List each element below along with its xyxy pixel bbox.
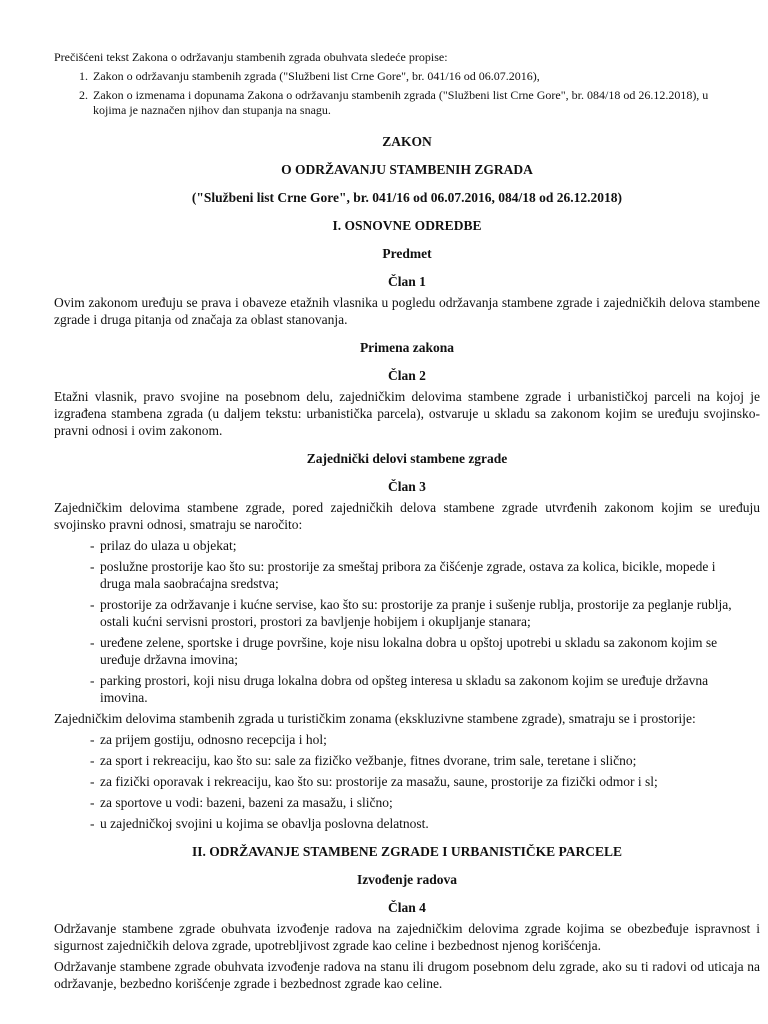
section-heading: Primena zakona [359,340,455,355]
list-item [90,731,760,748]
dash-marker: - [90,753,95,768]
consolidated-text-intro [54,50,744,118]
dash-marker: - [90,732,95,747]
list-text: poslužne prostorije kao što su: prostorije za smeštaj pribora za čišćenje zgrade, ostava za kolica, bicikle, mopede i druga mala saobraćajna sredstva; [100,559,716,591]
dash-marker: - [90,597,95,612]
list-number: 2. [79,88,88,102]
article-paragraph: Zajedničkim delovima stambenih zgrada u turističkim zonama (ekskluzivne stambene zgrade), smatraju se i prostorije: [54,711,696,726]
article-paragraph: Održavanje stambene zgrade obuhvata izvođenje radova na stanu ili drugom posebnom delu zgrade, ako su ti radovi od uticaja na održavanje, bezbedno korišćenje zgrade i bezbednost zgrade kao celine. [54,959,760,991]
list-text: Zakon o izmenama i dopunama Zakona o održavanju stambenih zgrada ("Službeni list Crne Gore", br. 084/18 od 26.12.2018), u kojima je naznačen njihov dan stupanja na snagu. [93,88,709,117]
list-number: 1. [79,69,88,83]
dash-marker: - [90,538,95,553]
dash-marker: - [90,816,95,831]
intro-list-item [54,88,744,118]
dash-marker: - [90,635,95,650]
list-text: parking prostori, koji nisu druga lokalna dobra od opšteg interesa u skladu sa zakonom kojim se uređuje državna imovina. [100,673,709,705]
article-paragraph: Održavanje stambene zgrade obuhvata izvođenje radova na zajedničkim delovima zgrade kojima se obezbeđuje ispravnost i sigurnost zajedničkih delova zgrade, upotrebljivost zgrade kao celine i bezbednost njenog korišćenja. [54,921,760,953]
list-text: za fizički oporavak i rekreaciju, kao što su: prostorije za masažu, saune, prostorije za fizički odmor i sl; [100,774,658,789]
dash-marker: - [90,795,95,810]
list-item [90,794,760,811]
intro-list [54,69,744,118]
list-item [90,634,760,668]
law-title: O ODRŽAVANJU STAMBENIH ZGRADA [281,162,533,177]
part-title: I. OSNOVNE ODREDBE [332,218,482,233]
article-paragraph: Zajedničkim delovima stambene zgrade, pored zajedničkih delova stambene zgrade utvrđenih zakonom kojim se uređuju svojinsko pravni odnosi, smatraju se naročito: [54,500,760,532]
section-heading: Zajednički delovi stambene zgrade [306,451,508,466]
list-text: uređene zelene, sportske i druge površine, koje nisu lokalna dobra u opštoj upotrebi u skladu sa zakonom kojim se uređuje državna imovina; [100,635,718,667]
dash-list [54,731,760,832]
law-body [54,130,760,992]
section-heading: Izvođenje radova [356,872,458,887]
list-text: za sportove u vodi: bazeni, bazeni za masažu, i slično; [100,795,393,810]
intro-text: Prečišćeni tekst Zakona o održavanju stambenih zgrada obuhvata sledeće propise: [54,50,448,64]
article-heading: Član 3 [388,479,426,494]
intro-list-item [54,69,744,84]
dash-list [54,537,760,706]
dash-marker: - [90,673,95,688]
list-text: prostorije za održavanje i kućne servise, kao što su: prostorije za pranje i sušenje rublja, prostorije za peglanje rublja, ostali kućni servisni prostori, prostori za bavljenje hobijem i okupljanje stanara; [100,597,732,629]
section-heading: Predmet [382,246,432,261]
list-text: za sport i rekreaciju, kao što su: sale za fizičko vežbanje, fitnes dvorane, trim sale, teretane i slično; [100,753,637,768]
article-heading: Član 2 [388,368,426,383]
article-heading: Član 4 [388,900,426,915]
list-item [90,773,760,790]
part-title: II. ODRŽAVANJE STAMBENE ZGRADE I URBANISTIČKE PARCELE [192,844,622,859]
list-item [90,558,760,592]
article-paragraph: Ovim zakonom uređuju se prava i obaveze etažnih vlasnika u pogledu održavanja stambene zgrade i zajedničkih delova stambene zgrade i druga pitanja od značaja za oblast stanovanja. [54,295,760,327]
list-item [90,815,760,832]
list-text: u zajedničkoj svojini u kojima se obavlja poslovna delatnost. [100,816,429,831]
article-heading: Član 1 [388,274,426,289]
article-paragraph: Etažni vlasnik, pravo svojine na posebnom delu, zajedničkim delovima stambene zgrade i urbanističkoj parceli na kojoj je izgrađena stambena zgrada (u daljem tekstu: urbanistička parcela), ostvaruje u skladu sa zakonom kojim se uređuju svojinsko-pravni odnosi i ovim zakonom. [54,389,760,438]
dash-marker: - [90,559,95,574]
law-heading: ZAKON [382,134,432,149]
list-item [90,596,760,630]
list-text: za prijem gostiju, odnosno recepcija i hol; [100,732,327,747]
gazette-reference: ("Službeni list Crne Gore", br. 041/16 od 06.07.2016, 084/18 od 26.12.2018) [191,190,623,205]
list-item [90,672,760,706]
list-item [90,752,760,769]
list-text: prilaz do ulaza u objekat; [100,538,237,553]
list-text: Zakon o održavanju stambenih zgrada ("Službeni list Crne Gore", br. 041/16 od 06.07.2016), [93,69,540,83]
dash-marker: - [90,774,95,789]
list-item [90,537,760,554]
